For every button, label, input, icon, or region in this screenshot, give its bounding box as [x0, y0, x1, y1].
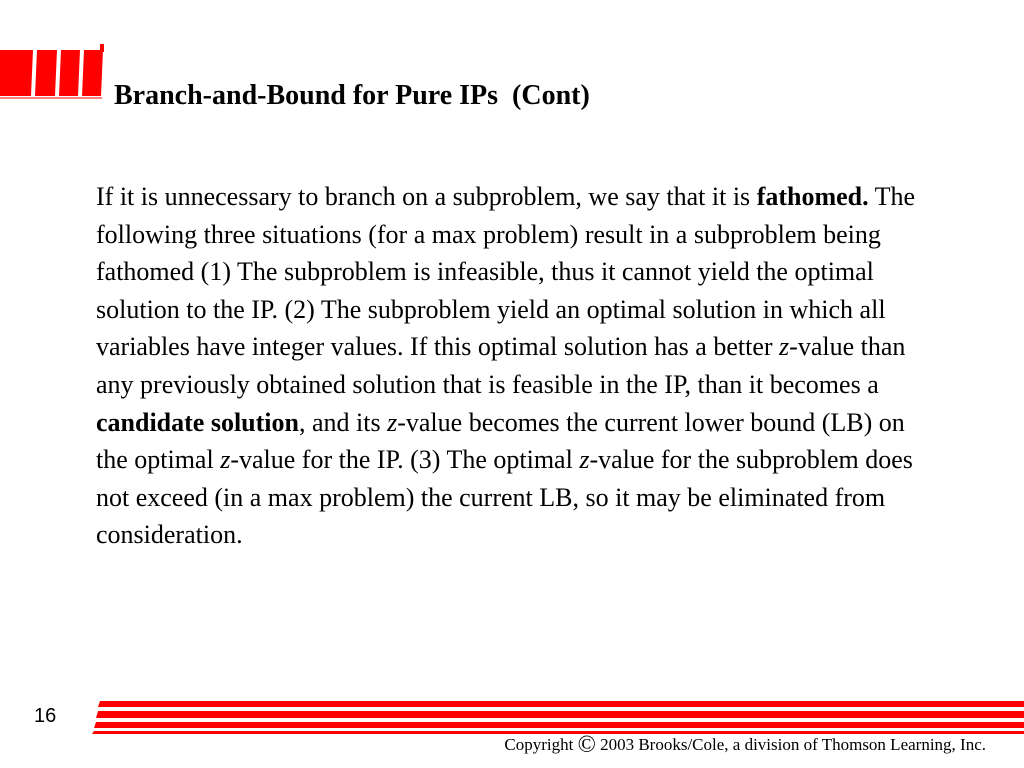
z-variable: z: [779, 332, 790, 362]
body-text-1: If it is unnecessary to branch on a subproblem, we say that it is: [96, 182, 757, 211]
z-variable: z: [579, 445, 590, 475]
z-variable: z: [387, 407, 398, 437]
body-text-2: The following three situations (for a max problem) result in a subproblem being fathomed (1) The subproblem is infeasible, thus it cannot yield the optimal solution to the IP. (2) The subproblem yield an optimal solution in which all variables have integer values. If this optimal solution has a better: [96, 182, 916, 362]
copyright-notice: Copyright © 2003 Brooks/Cole, a division of Thomson Learning, Inc.: [504, 732, 986, 758]
logo-bars-icon: [0, 44, 110, 100]
slide-number: 16: [34, 705, 57, 727]
body-text-4: , and its: [299, 407, 388, 437]
body-text-5: -value becomes the current lower bound (LB) on the optimal: [96, 407, 905, 475]
body-text-3: -value than any previously obtained solution that is feasible in the IP, than it becomes a: [96, 332, 906, 399]
body-paragraph: [96, 178, 926, 554]
term-fathomed: fathomed.: [756, 182, 869, 211]
body-text-6: -value for the IP. (3) The optimal: [230, 445, 580, 475]
copyright-symbol: ©: [577, 732, 596, 758]
term-candidate-solution: candidate solution: [96, 407, 299, 437]
slide-title: Branch-and-Bound for Pure IPs (Cont): [114, 80, 590, 111]
z-variable: z: [220, 445, 231, 475]
body-text-7: -value for the subproblem does not exceed (in a max problem) the current LB, so it may be eliminated from consideration.: [96, 445, 913, 550]
